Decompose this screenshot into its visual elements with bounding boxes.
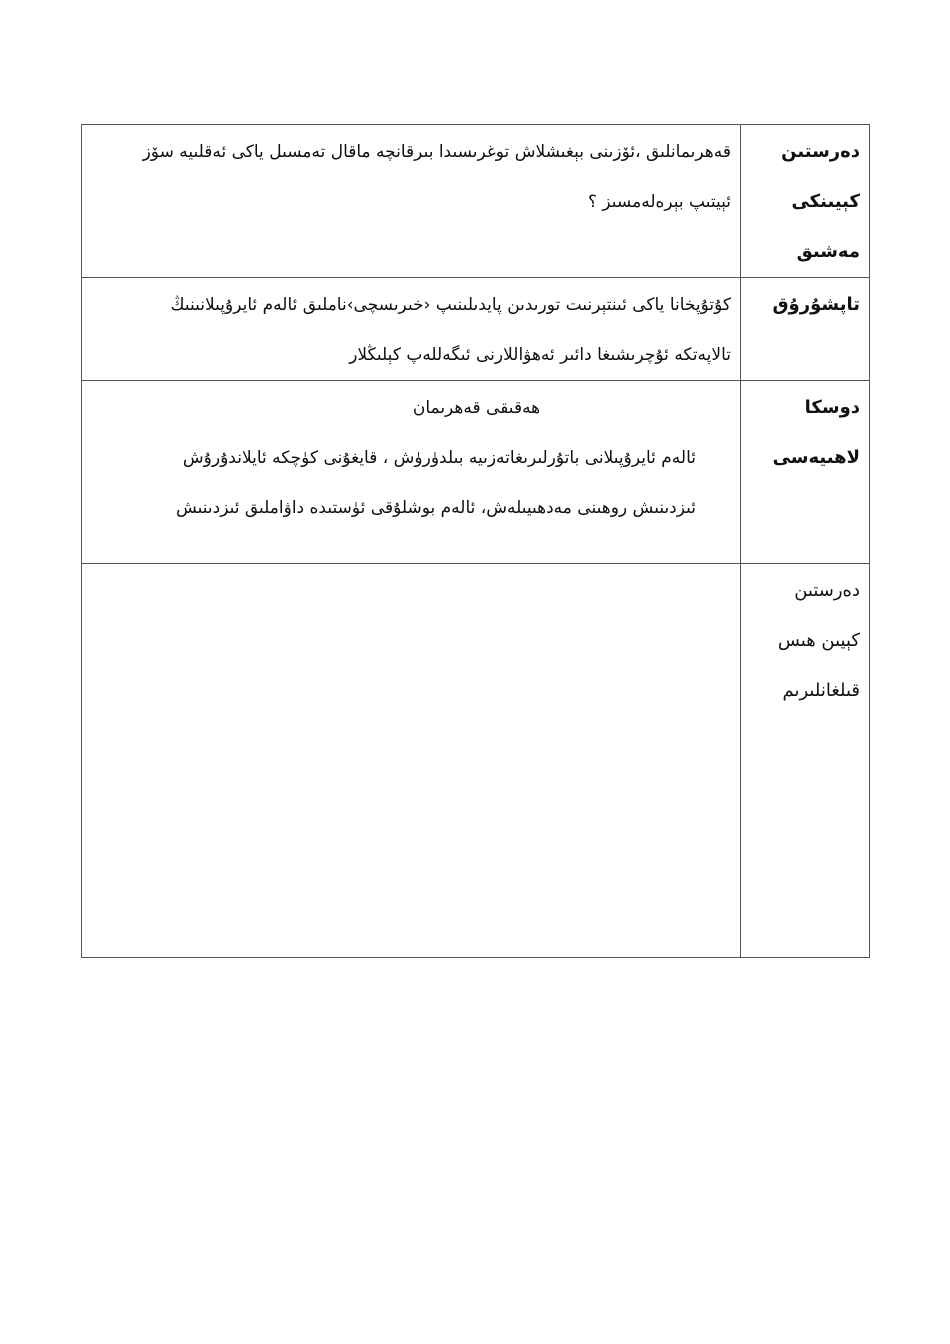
table-row-assignment <box>82 278 870 381</box>
label-line: دوسكا <box>804 397 860 418</box>
row-content-cell <box>82 381 741 564</box>
table-row-reflections <box>82 564 870 958</box>
table-row-homework-practice <box>82 125 870 278</box>
content-line: قەھرىمانلىق ،ئۆزىنى بېغىشلاش توغرىسىدا بىرقانچە ماقال تەمسىل ياكى ئەقلىيە سۆز <box>142 142 731 162</box>
content-line: تالاپەتكە ئۇچرىشىغا دائىر ئەھۋاللارنى ئىگەللەپ كېلىڭلار <box>349 345 731 365</box>
row-content <box>82 125 740 227</box>
lesson-plan-table <box>81 124 870 958</box>
label-line: دەرستىن <box>794 580 860 601</box>
row-label-cell <box>741 381 870 564</box>
content-line: كۇتۇپخانا ياكى ئىنتېرنىت تورىدىن پايدىلىنىپ ‹خىرىسچى›ناملىق ئالەم ئايرۇپىلانىنىڭ <box>170 295 731 315</box>
row-content <box>82 278 740 380</box>
label-line: قىلغانلىرىم <box>782 680 860 701</box>
content-line: ئىزدىنىش روھىنى مەدھىيىلەش، ئالەم بوشلۇقى ئۈستىدە داۋاملىق ئىزدىنىش <box>175 498 696 518</box>
row-label <box>741 381 869 483</box>
row-label-cell <box>741 125 870 278</box>
label-line: دەرستىن <box>781 141 860 162</box>
board-title: ھەقىقى قەھرىمان <box>412 398 541 418</box>
row-content <box>82 564 740 566</box>
label-line: لاھىيەسى <box>772 447 860 468</box>
row-label-cell <box>741 564 870 958</box>
row-content <box>82 381 740 533</box>
label-line: كېيىن ھىس <box>777 630 860 651</box>
row-label <box>741 564 869 716</box>
row-content-cell-empty <box>82 564 741 958</box>
label-line: تاپشۇرۇق <box>772 294 860 315</box>
content-line: ئالەم ئايرۇپىلانى باتۇرلىرىغاتەزىيە بىلدۈرۈش ، قايغۇنى كۈچكە ئايلاندۇرۇش <box>182 448 696 468</box>
row-content-cell <box>82 125 741 278</box>
label-line: مەشىق <box>796 241 860 262</box>
row-label-cell <box>741 278 870 381</box>
label-line: كېيىنكى <box>791 191 860 212</box>
row-label <box>741 278 869 330</box>
row-label <box>741 125 869 277</box>
content-line: ئېيتىپ بېرەلەمسىز ؟ <box>588 192 731 212</box>
row-content-cell <box>82 278 741 381</box>
table-row-board-design <box>82 381 870 564</box>
